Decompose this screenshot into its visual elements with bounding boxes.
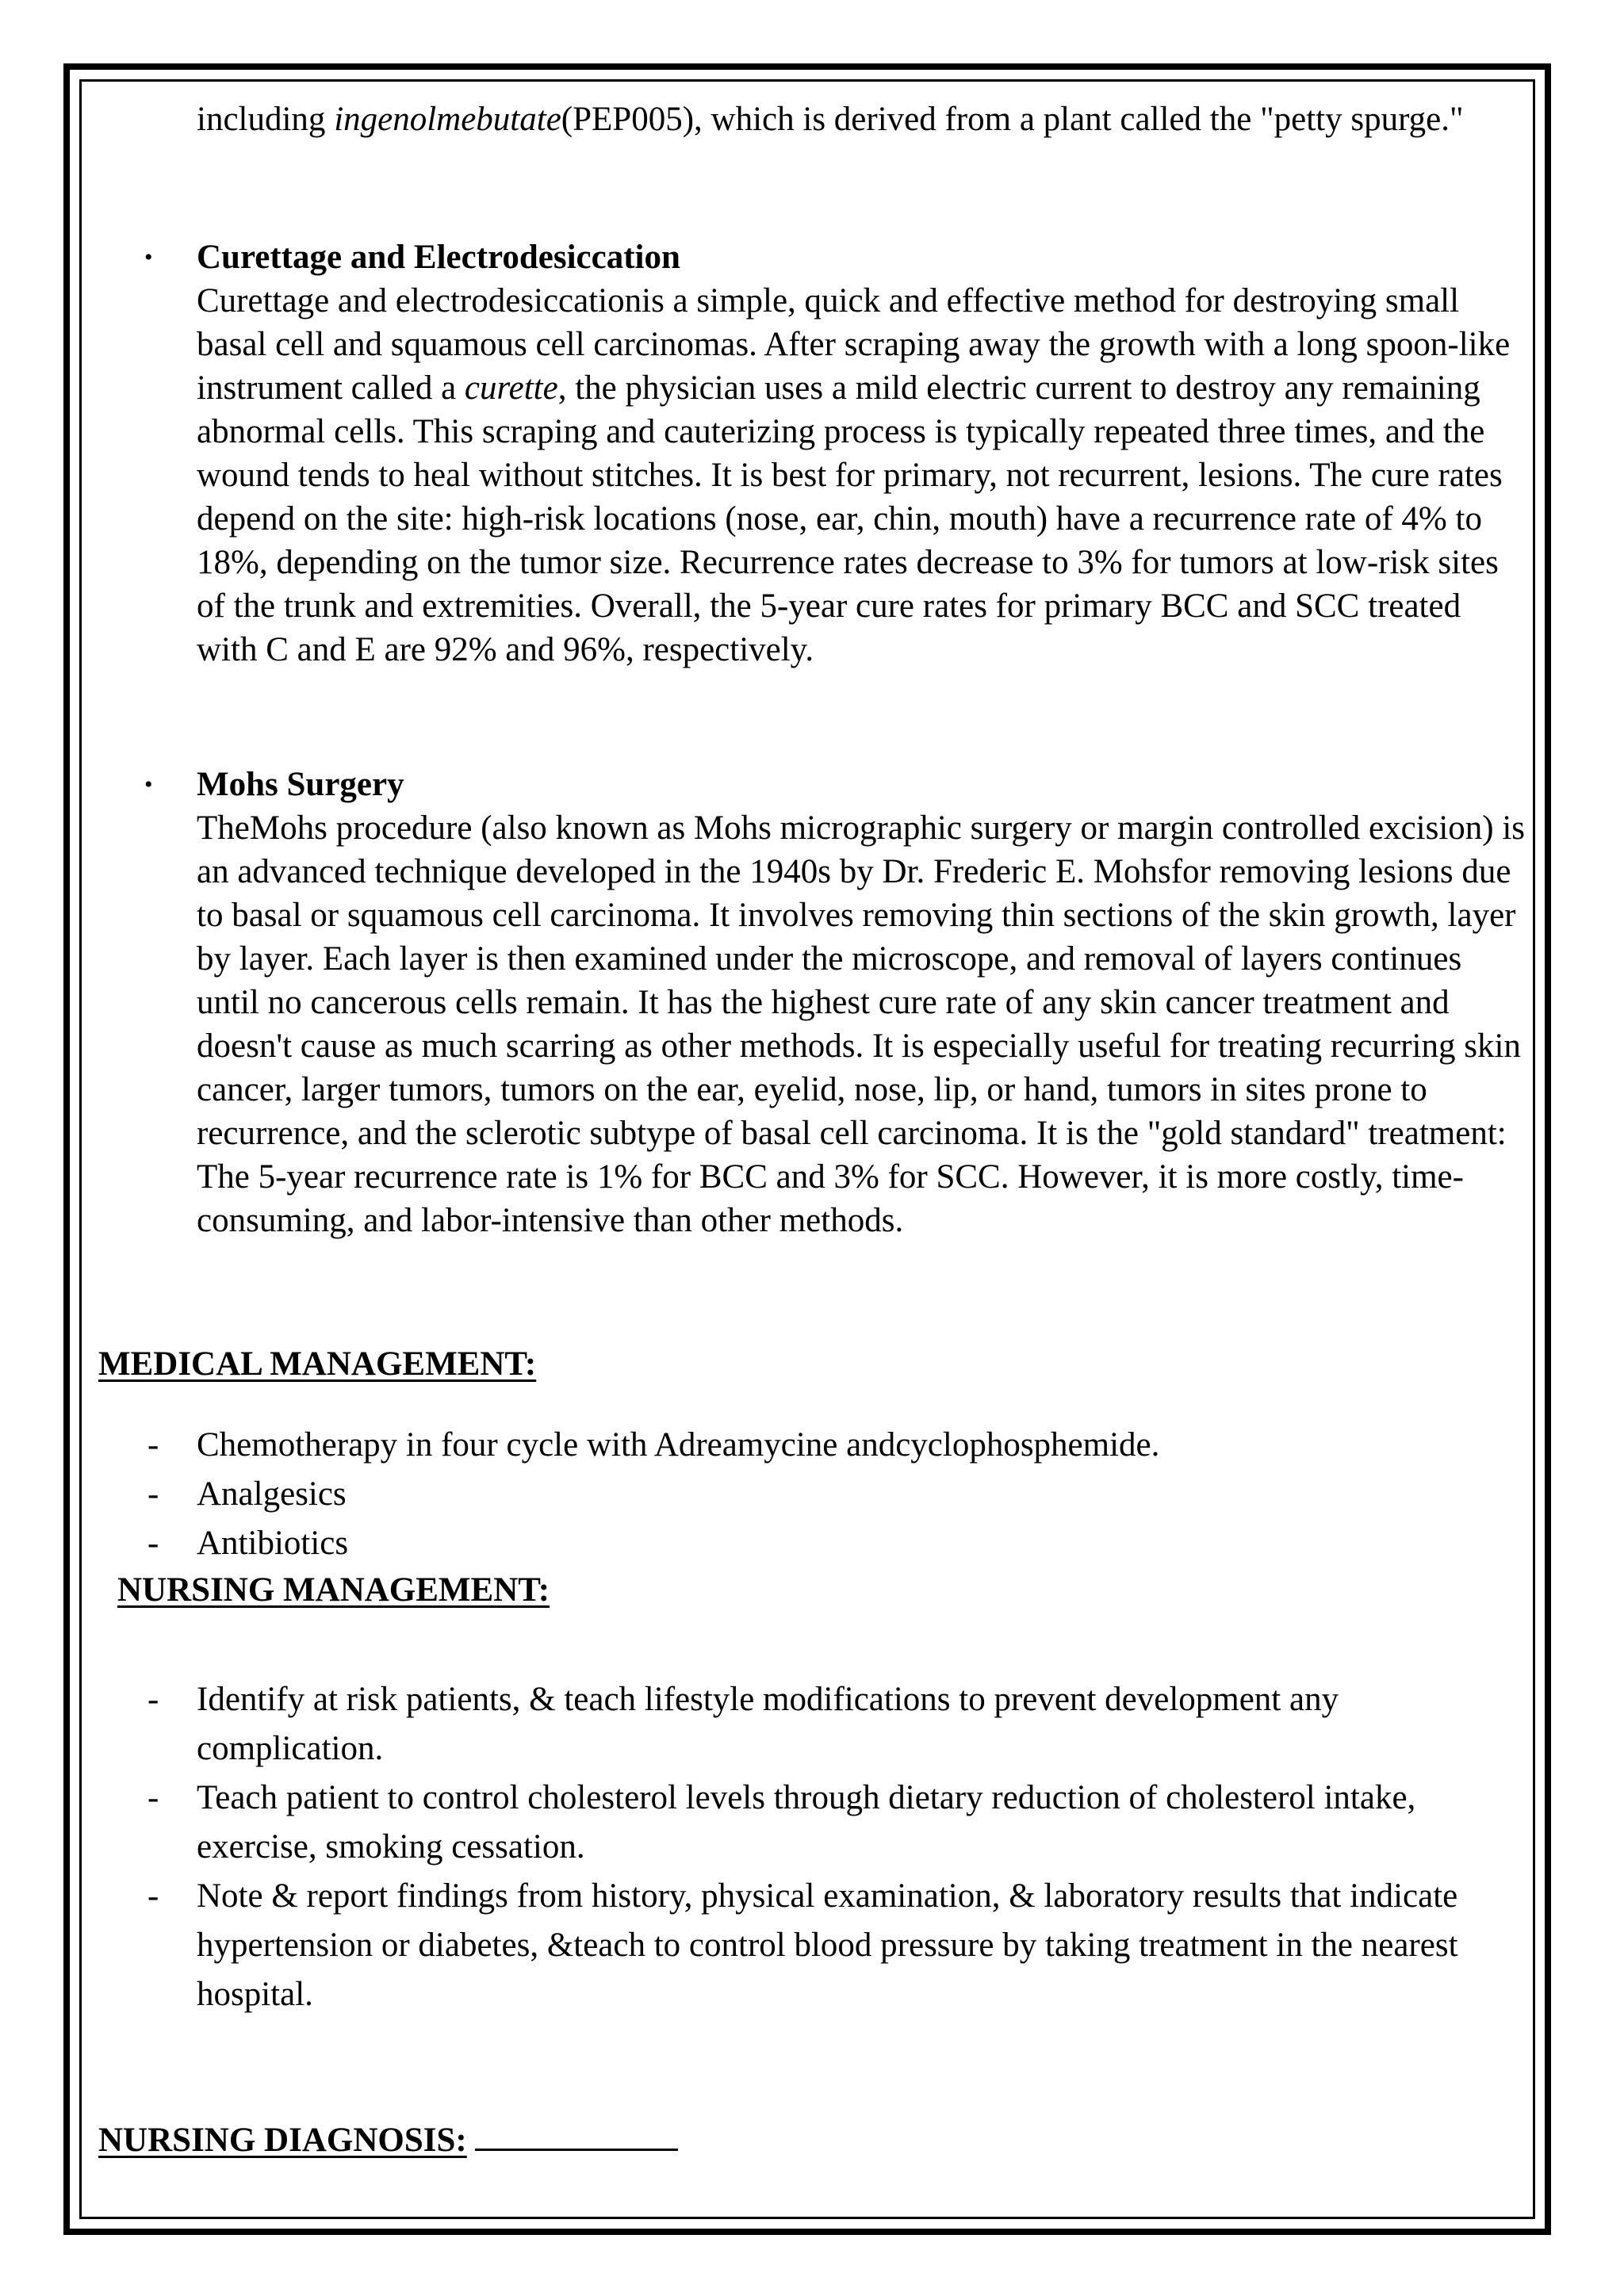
dash-marker: -	[147, 1475, 159, 1513]
bullet-icon: •	[144, 771, 153, 798]
mohs-section	[144, 763, 1529, 1242]
dash-marker: -	[147, 1681, 159, 1718]
mohs-paragraph: TheMohs procedure (also known as Mohs micrographic surgery or margin controlled excision) is an advanced technique developed in the 1940s by Dr. Frederic E. Mohsfor removing lesions due to basal or squamous cell carcinoma. It involves removing thin sections of the skin growth, layer by layer. Each layer is then examined under the microscope, and removal of layers continues until no cancerous cells remain. It has the highest cure rate of any skin cancer treatment and doesn't cause as much scarring as other methods. It is especially useful for treating recurring skin cancer, larger tumors, tumors on the ear, eyelid, nose, lip, or hand, tumors in sites prone to recurrence, and the sclerotic subtype of basal cell carcinoma. It is the "gold standard" treatment: The 5-year recurrence rate is 1% for BCC and 3% for SCC. However, it is more costly, time-consuming, and labor-intensive than other methods.	[197, 809, 1526, 1239]
nursing-management-list	[147, 1675, 1497, 2019]
dash-marker: -	[147, 1779, 159, 1816]
curettage-italic-term: curette	[464, 369, 558, 407]
nursing-diagnosis-label: NURSING DIAGNOSIS:	[98, 2122, 467, 2159]
medical-management-list	[147, 1421, 1497, 1568]
intro-italic-term: ingenolmebutate	[334, 101, 561, 138]
dash-marker: -	[147, 1525, 159, 1562]
nursing-item-identify-risk: Identify at risk patients, & teach lifestyle modifications to prevent development any complication.	[197, 1681, 1339, 1767]
nursing-item-cholesterol: Teach patient to control cholesterol levels through dietary reduction of cholesterol intake, exercise, smoking cessation.	[197, 1779, 1416, 1866]
list-item	[147, 1519, 1497, 1568]
list-item	[147, 1421, 1497, 1470]
medical-item-analgesics: Analgesics	[197, 1475, 347, 1513]
nursing-diagnosis-heading	[98, 2118, 678, 2162]
dash-marker: -	[147, 1426, 159, 1464]
medical-item-antibiotics: Antibiotics	[197, 1525, 349, 1562]
intro-prefix: including	[197, 101, 335, 138]
curettage-section	[144, 235, 1529, 672]
curettage-paragraph	[197, 279, 1529, 672]
medical-management-heading: MEDICAL MANAGEMENT:	[98, 1345, 537, 1383]
list-item	[147, 1872, 1497, 2019]
intro-suffix: (PEP005), which is derived from a plant called the "petty spurge."	[561, 101, 1464, 138]
curettage-text-part1: Curettage and electrodesiccationis a simple, quick and effective method for destroying small basal cell and squamous cell carcinomas. After scraping away the growth with a long spoon-like instrument called a	[197, 282, 1511, 407]
bullet-icon: •	[144, 244, 153, 270]
nursing-management-heading: NURSING MANAGEMENT:	[117, 1571, 550, 1609]
intro-paragraph	[197, 98, 1497, 141]
nursing-diagnosis-blank-line	[475, 2118, 678, 2151]
mohs-title: Mohs Surgery	[197, 766, 404, 803]
curettage-title: Curettage and Electrodesiccation	[197, 239, 680, 276]
dash-marker: -	[147, 1877, 159, 1915]
nursing-item-report-findings: Note & report findings from history, physical examination, & laboratory results that indicate hypertension or diabetes, &teach to control blood pressure by taking treatment in the nearest hospital.	[197, 1877, 1458, 2013]
list-item	[147, 1470, 1497, 1519]
medical-item-chemotherapy: Chemotherapy in four cycle with Adreamycine andcyclophosphemide.	[197, 1426, 1160, 1464]
curettage-text-part2: , the physician uses a mild electric current to destroy any remaining abnormal cells. This scraping and cauterizing process is typically repeated three times, and the wound tends to heal without stitches. It is best for primary, not recurrent, lesions. The cure rates depend on the site: high-risk locations (nose, ear, chin, mouth) have a recurrence rate of 4% to 18%, depending on the tumor size. Recurrence rates decrease to 3% for tumors at low-risk sites of the trunk and extremities. Overall, the 5-year cure rates for primary BCC and SCC treated with C and E are 92% and 96%, respectively.	[197, 369, 1503, 668]
list-item	[147, 1675, 1497, 1774]
list-item	[147, 1774, 1497, 1872]
